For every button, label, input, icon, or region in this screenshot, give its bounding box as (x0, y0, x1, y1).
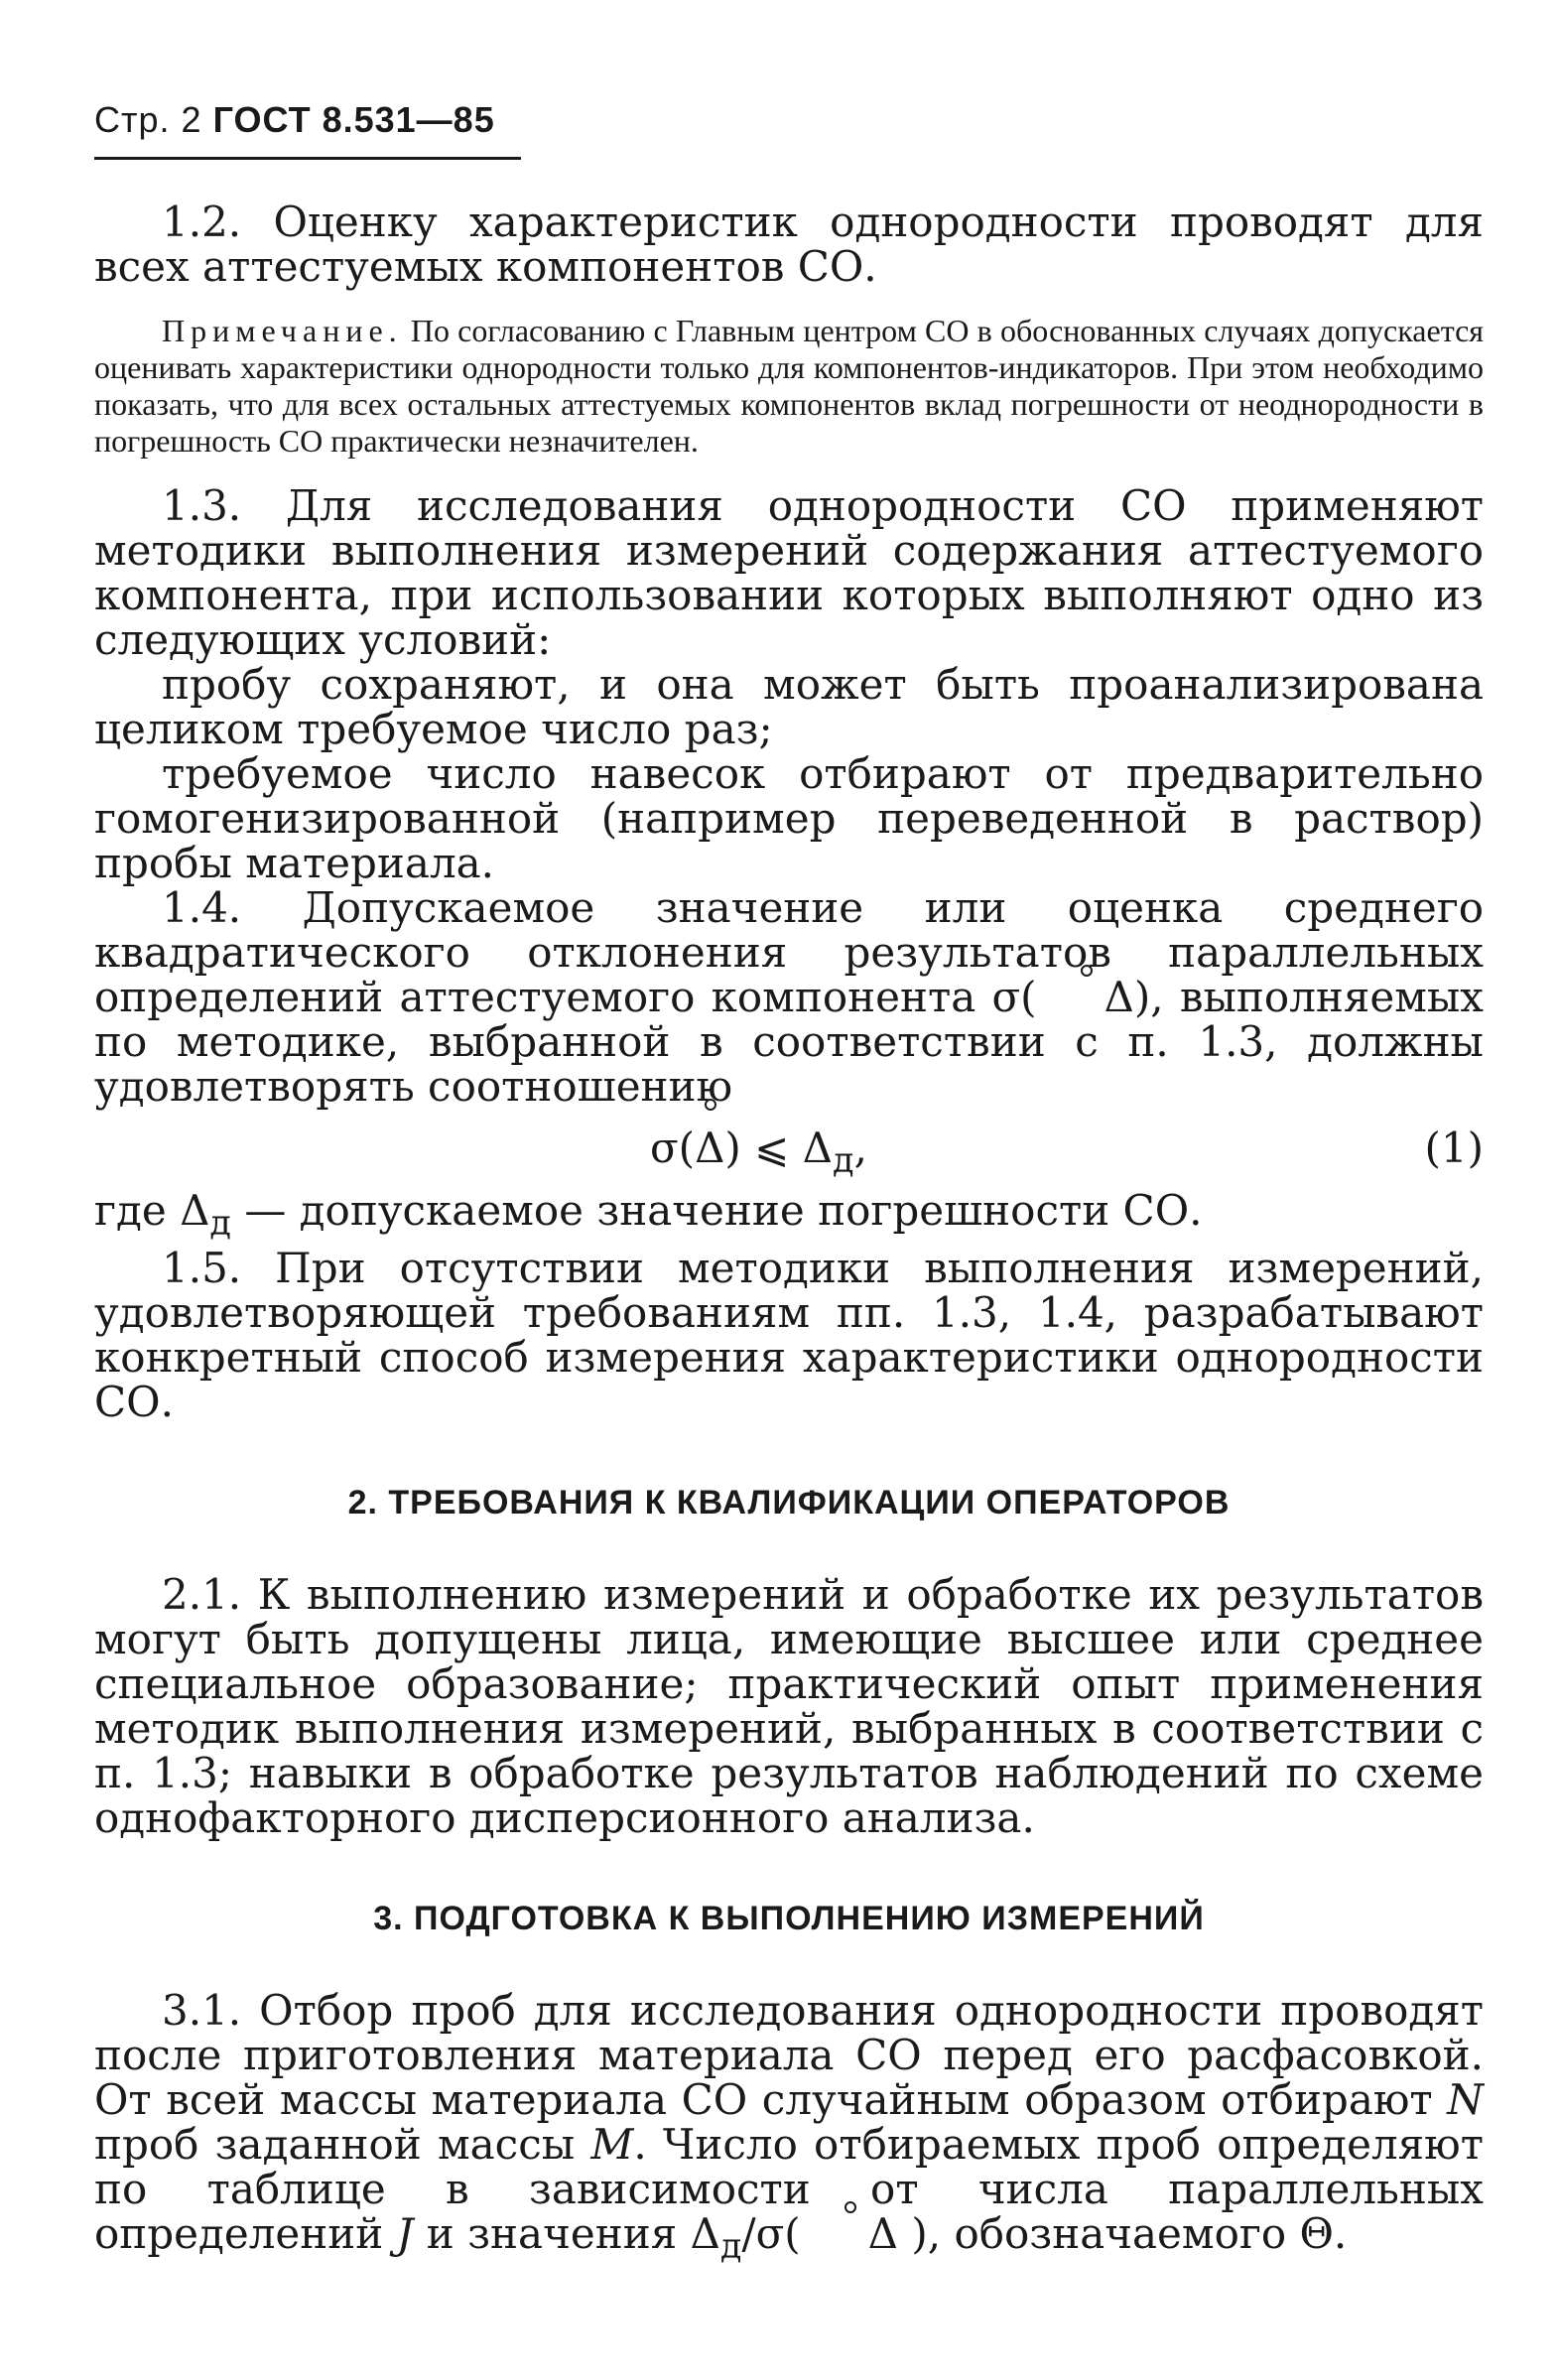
formula-1 (94, 1109, 1484, 1188)
paragraph-3-1-text-a: 3.1. Отбор проб для исследования однородности проводят после приготовления материала СО перед его расфасовкой. От всей массы материала СО случайным образом отбирают (94, 1986, 1484, 2125)
note (94, 313, 1484, 460)
paragraph-1-3-condition-b: требуемое число навесок отбирают от предварительно гомогенизированной (например переведенной в раствор) пробы материала. (94, 749, 1484, 887)
paragraph-1-3: 1.3. Для исследования однородности СО применяют методики выполнения измерений содержания аттестуемого компонента, при использовании которых выполняют одно из следующих условий: (94, 481, 1484, 664)
note-text: По согласованию с Главным центром СО в обоснованных случаях допускается оценивать характеристики однородности только для компонентов-индикаторов. При этом необходимо показать, что для всех остальных аттестуемых компонентов вклад погрешности от неоднородности в погрешность СО практически незначителен. (94, 313, 1484, 459)
paragraph-3-1-delta: Δ (801, 2211, 898, 2256)
where-subscript: д (209, 1203, 231, 1244)
where-start: где Δ (94, 1186, 210, 1235)
formula-delta: Δ (695, 1109, 724, 1188)
paragraph-3-1-subscript: д (719, 2226, 742, 2267)
paragraph-1-4 (94, 885, 1484, 1109)
formula-comma: , (853, 1124, 867, 1172)
where-end: — допускаемое значение погрешности СО. (230, 1186, 1203, 1235)
formula-subscript: д (833, 1140, 854, 1181)
paragraph-3-1-text-e: /σ( (741, 2209, 801, 2259)
formula-expression (650, 1109, 867, 1200)
formula-rest: ) ⩽ Δ (724, 1124, 834, 1172)
paragraph-1-4-text-a: 1.4. Допускаемое значение или оценка среднего квадратического отклонения результатов параллельных определений аттестуемого компонента σ( (94, 883, 1484, 1021)
symbol-M: M (590, 2120, 634, 2170)
paragraph-3-1-text-f: ), обозначаемого Θ. (898, 2209, 1348, 2259)
section-2-title: 2. ТРЕБОВАНИЯ К КВАЛИФИКАЦИИ ОПЕРАТОРОВ (347, 1484, 1231, 1522)
running-head (94, 99, 521, 160)
paragraph-3-1-text-b: проб заданной массы (94, 2120, 591, 2170)
formula-number: (1) (1424, 1124, 1484, 1172)
paragraph-1-2: 1.2. Оценку характеристик однородности проводят для всех аттестуемых компонентов СО. (94, 198, 1484, 291)
document-page (94, 99, 1484, 2270)
symbol-N: N (1447, 2075, 1484, 2125)
symbol-J: J (396, 2209, 414, 2259)
paragraph-1-5: 1.5. При отсутствии методики выполнения измерений, удовлетворяющей требованиям пп. 1.3, 1.4, разрабатывают конкретный способ измерения характеристики однородности СО. (94, 1244, 1484, 1427)
page-label: Стр. 2 (94, 99, 202, 140)
formula-sigma: σ( (650, 1124, 696, 1172)
paragraph-3-1 (94, 1988, 1484, 2269)
paragraph-2-1: 2.1. К выполнению измерений и обработке их результатов могут быть допущены лица, имеющие высшее или среднее специальное образование; практический опыт применения методик выполнения измерений, выбранных в соответствии с п. 1.3; навыки в обработке результатов наблюдений по схеме однофакторного дисперсионного анализа. (94, 1570, 1484, 1843)
paragraph-1-4-text-b: ), выполняемых по методике, выбранной в соответствии с п. 1.3, должны удовлетворять соотношению (94, 973, 1484, 1111)
section-3-title: 3. ПОДГОТОВКА К ВЫПОЛНЕНИЮ ИЗМЕРЕНИЙ (373, 1900, 1205, 1938)
paragraph-3-1-text-d: и значения Δ (413, 2209, 720, 2259)
standard-number: ГОСТ 8.531—85 (212, 99, 495, 140)
note-label: Примечание. (162, 313, 403, 348)
paragraph-3-1-text-c: . Число отбираемых проб определяют по таблице в зависимости от числа параллельных определений (94, 2120, 1484, 2259)
delta-ring-symbol: Δ (1037, 975, 1134, 1019)
paragraph-1-3-condition-a: пробу сохраняют, и она может быть проанализирована целиком требуемое число раз; (94, 660, 1484, 753)
